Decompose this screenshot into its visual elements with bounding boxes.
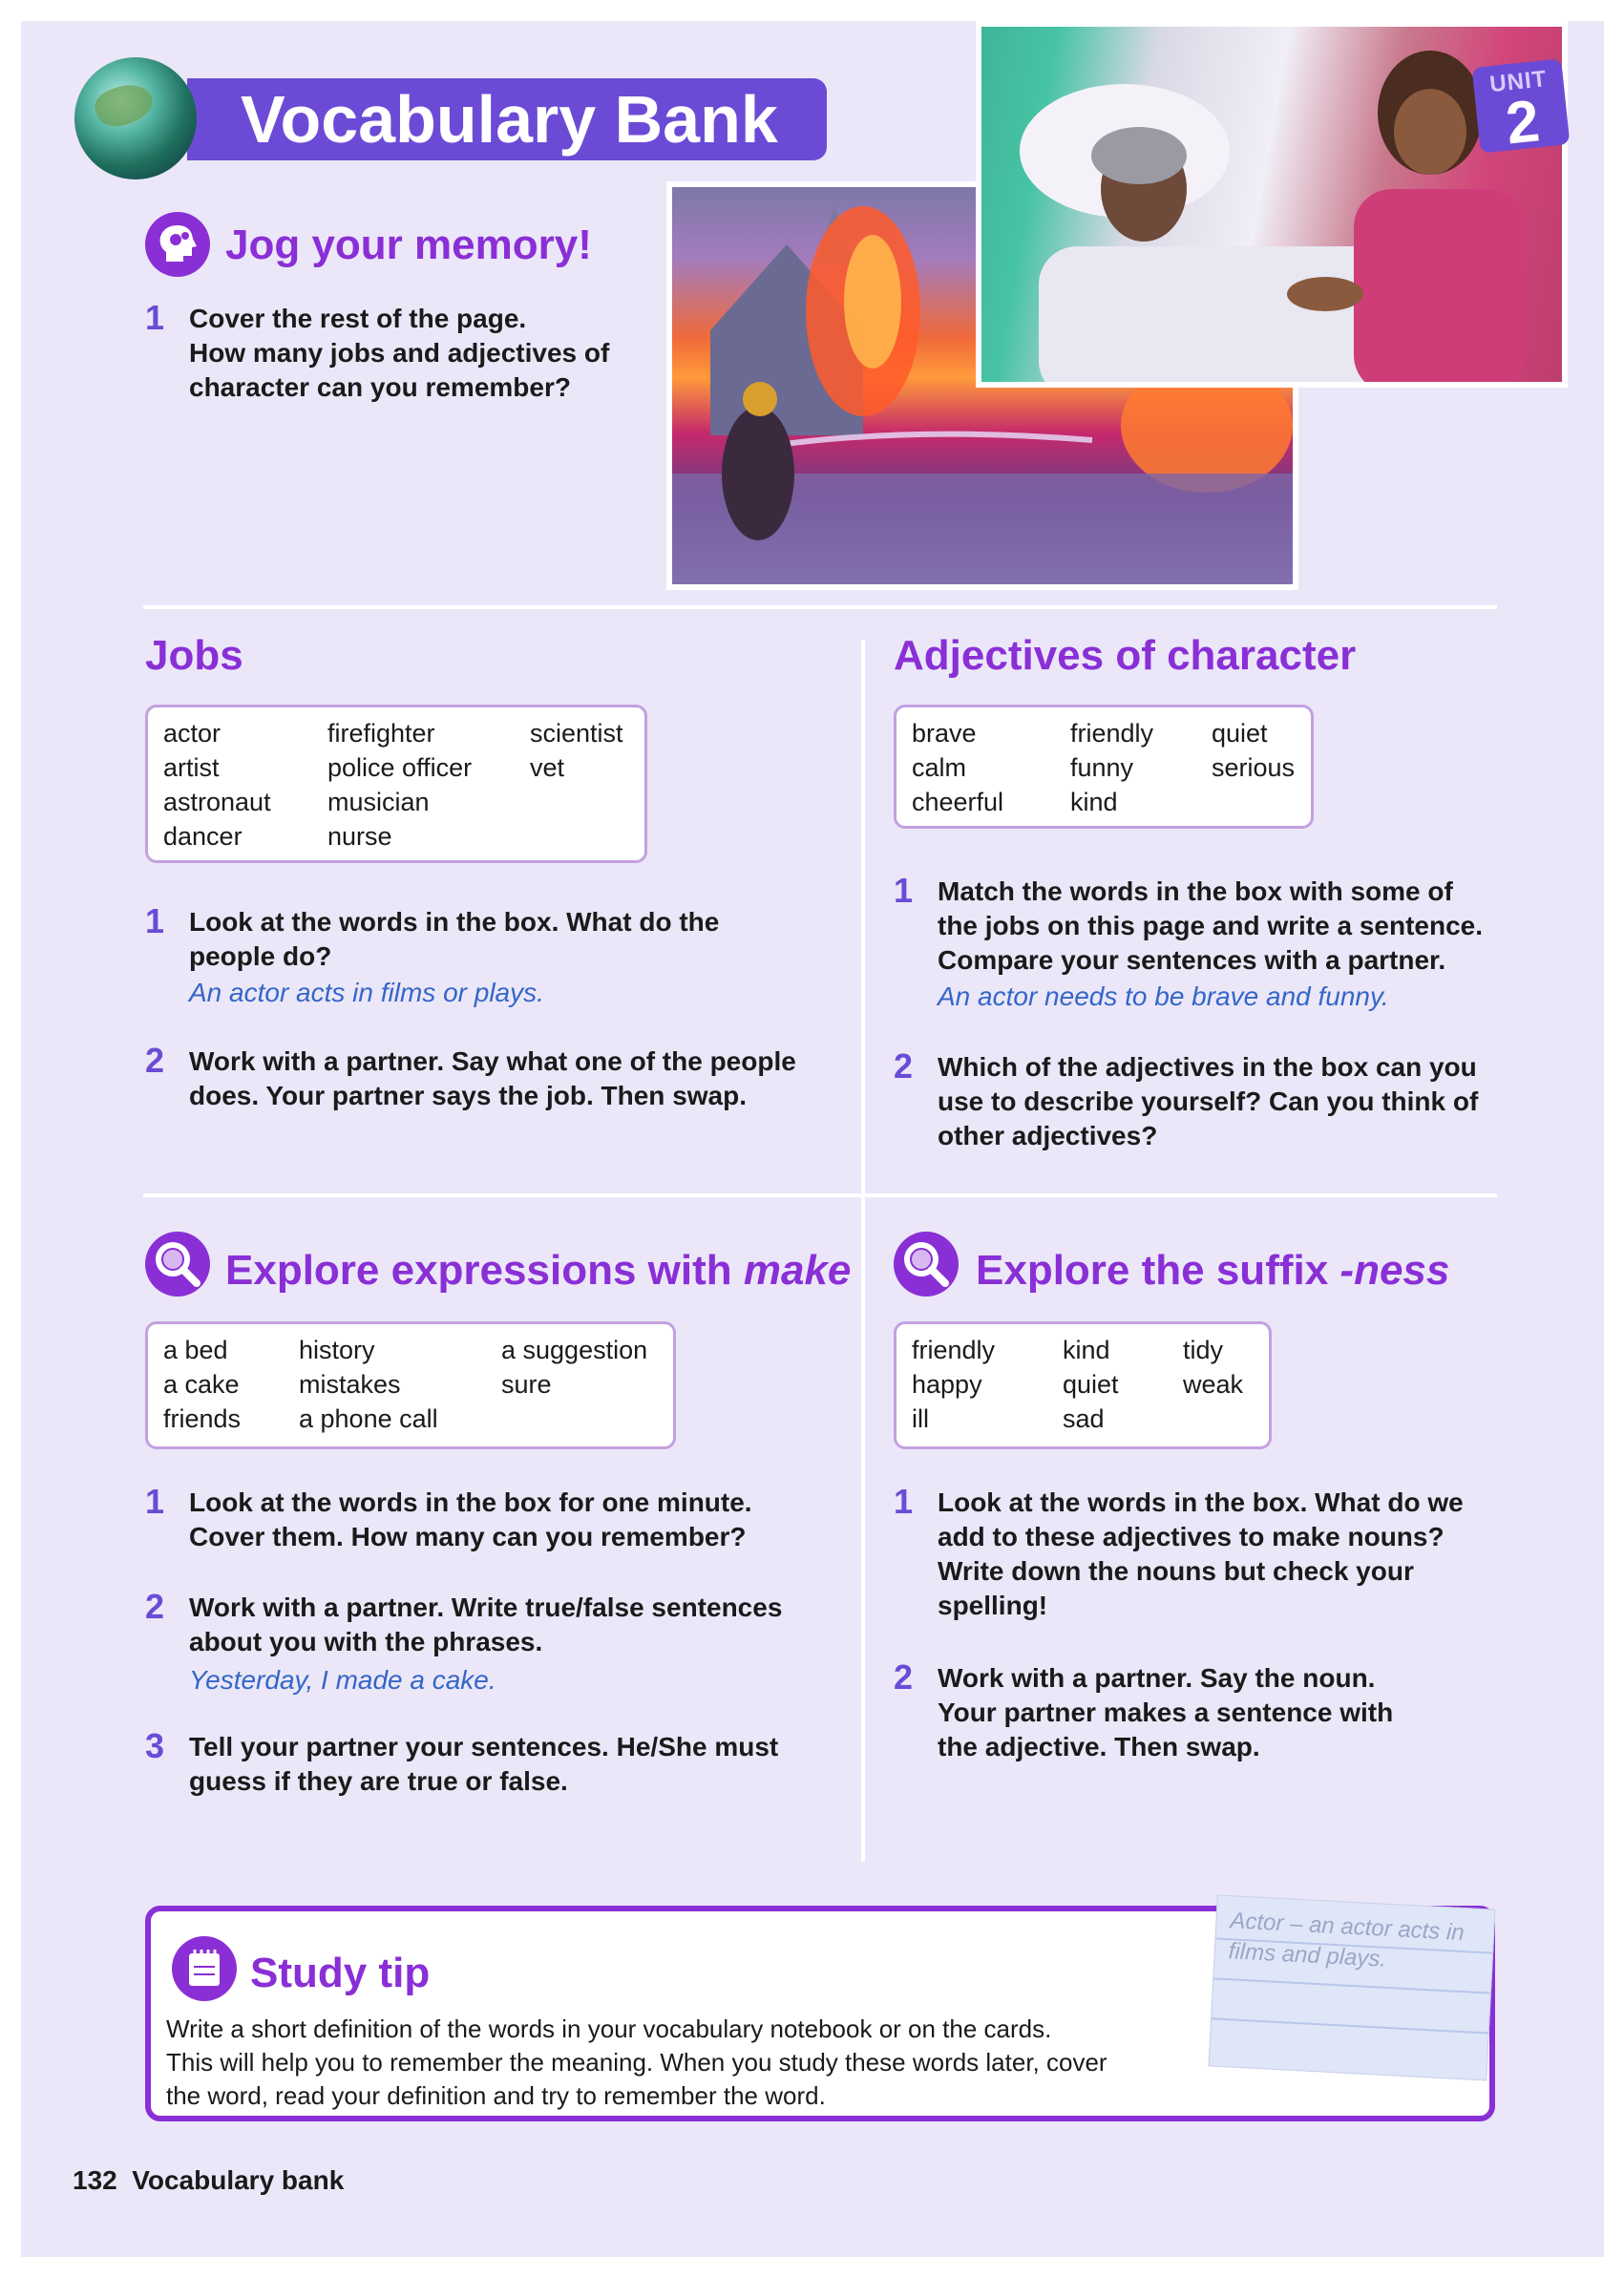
ness-item-2-num: 2 — [894, 1657, 914, 1697]
study-tip-text — [166, 2013, 1107, 2113]
word: friendly — [1070, 719, 1154, 748]
word: mistakes — [299, 1370, 401, 1399]
jog-item-1-line-3: character can you remember? — [189, 372, 571, 402]
word: brave — [912, 719, 977, 748]
jobs-word-box — [145, 705, 647, 863]
jobs-item-2-num: 2 — [145, 1041, 165, 1080]
adjectives-item-2-line-2: use to describe yourself? Can you think of — [938, 1086, 1479, 1116]
adjectives-heading: Adjectives of character — [894, 632, 1357, 679]
make-item-1-text — [189, 1486, 752, 1554]
ness-item-2-line-1: Work with a partner. Say the noun. — [938, 1663, 1376, 1693]
word: sad — [1063, 1404, 1105, 1433]
study-tip-heading: Study tip — [250, 1950, 431, 1996]
make-item-1-line-1: Look at the words in the box for one minute. — [189, 1487, 752, 1517]
word: friends — [163, 1404, 242, 1433]
word: tidy — [1183, 1336, 1224, 1364]
word: astronaut — [163, 788, 271, 816]
word: artist — [163, 753, 220, 782]
head-gears-icon — [145, 212, 210, 277]
word: quiet — [1063, 1370, 1119, 1399]
adjectives-item-1-line-2: the jobs on this page and write a sentence. — [938, 911, 1484, 940]
footer-label: Vocabulary bank — [132, 2165, 345, 2195]
word: vet — [530, 753, 565, 782]
card-line-1: Actor – an actor acts in — [1229, 1908, 1466, 1947]
jobs-item-2-text — [189, 1044, 796, 1113]
word: kind — [1063, 1336, 1110, 1364]
ness-item-1-line-1: Look at the words in the box. What do we — [938, 1487, 1464, 1517]
word: funny — [1070, 753, 1134, 782]
ness-item-1-text — [938, 1486, 1464, 1623]
card-line-2: films and plays. — [1228, 1938, 1387, 1972]
word: ill — [912, 1404, 929, 1433]
make-item-3-num: 3 — [145, 1726, 165, 1765]
make-heading — [225, 1247, 851, 1295]
make-item-3-line-1: Tell your partner your sentences. He/She must — [189, 1732, 779, 1761]
unit-label: UNIT — [1488, 66, 1549, 98]
word: happy — [912, 1370, 982, 1399]
footer — [73, 2165, 344, 2196]
card-rule — [1213, 1977, 1490, 1993]
adjectives-item-1-text — [938, 875, 1483, 978]
word: dancer — [163, 822, 243, 851]
ness-heading-main: Explore the suffix — [976, 1247, 1340, 1294]
divider-vertical — [861, 640, 865, 1862]
make-item-3-line-2: guess if they are true or false. — [189, 1766, 568, 1796]
make-heading-main: Explore expressions with — [225, 1247, 744, 1294]
word: quiet — [1212, 719, 1268, 748]
word: actor — [163, 719, 221, 748]
magnifier-icon — [145, 1232, 210, 1297]
jobs-item-2-line-2: does. Your partner says the job. Then swap. — [189, 1081, 747, 1110]
adjectives-item-1-line-1: Match the words in the box with some of — [938, 876, 1453, 906]
adjectives-item-2-line-1: Which of the adjectives in the box can you — [938, 1052, 1477, 1082]
adjectives-item-2-line-3: other adjectives? — [938, 1121, 1158, 1150]
vocabulary-card — [1208, 1894, 1495, 2080]
jobs-item-1-line-1: Look at the words in the box. What do the — [189, 907, 720, 937]
card-rule — [1212, 2017, 1488, 2034]
word: firefighter — [327, 719, 435, 748]
adjectives-item-1-num: 1 — [894, 871, 914, 910]
make-item-2-num: 2 — [145, 1587, 165, 1626]
study-tip-line-3: the word, read your definition and try to remember the word. — [166, 2081, 826, 2110]
globe-icon — [74, 57, 197, 179]
word: a phone call — [299, 1404, 438, 1433]
adjectives-item-2-num: 2 — [894, 1046, 914, 1086]
make-item-1-num: 1 — [145, 1482, 165, 1521]
word: police officer — [327, 753, 473, 782]
word: kind — [1070, 788, 1118, 816]
divider-top — [143, 605, 1497, 609]
ness-item-1-line-4: spelling! — [938, 1591, 1048, 1620]
card-text — [1228, 1906, 1465, 1979]
jog-item-1-line-1: Cover the rest of the page. — [189, 304, 527, 333]
word: a bed — [163, 1336, 228, 1364]
magnifier-icon — [894, 1232, 959, 1297]
word: a cake — [163, 1370, 240, 1399]
adjectives-item-1-line-3: Compare your sentences with a partner. — [938, 945, 1446, 975]
make-item-1-line-2: Cover them. How many can you remember? — [189, 1522, 747, 1551]
jobs-heading: Jobs — [145, 632, 243, 679]
make-word-box — [145, 1321, 676, 1449]
make-heading-italic: make — [743, 1247, 852, 1294]
ness-item-1-num: 1 — [894, 1482, 914, 1521]
make-item-3-text — [189, 1730, 778, 1799]
word: nurse — [327, 822, 392, 851]
notebook-icon — [172, 1936, 237, 2001]
adjectives-word-box — [894, 705, 1314, 829]
ness-item-2-text — [938, 1661, 1393, 1764]
word: a suggestion — [501, 1336, 648, 1364]
word: history — [299, 1336, 375, 1364]
ness-item-1-line-3: Write down the nouns but check your — [938, 1556, 1414, 1586]
jobs-item-1-num: 1 — [145, 901, 165, 940]
make-item-2-line-2: about you with the phrases. — [189, 1627, 543, 1656]
ness-word-box — [894, 1321, 1272, 1449]
word: friendly — [912, 1336, 996, 1364]
jog-item-1-line-2: How many jobs and adjectives of — [189, 338, 610, 368]
word: serious — [1212, 753, 1296, 782]
ness-item-1-line-2: add to these adjectives to make nouns? — [938, 1522, 1445, 1551]
page-number: 132 — [73, 2165, 117, 2195]
jog-item-1-text — [189, 302, 609, 405]
page-title: Vocabulary Bank — [241, 82, 778, 157]
word: scientist — [530, 719, 623, 748]
ness-heading-italic: -ness — [1339, 1247, 1450, 1294]
make-item-2-example: Yesterday, I made a cake. — [189, 1665, 496, 1695]
study-tip-line-2: This will help you to remember the meaning. When you study these words later, cover — [166, 2048, 1107, 2077]
jobs-item-1-line-2: people do? — [189, 941, 332, 971]
word: cheerful — [912, 788, 1004, 816]
ness-item-2-line-3: the adjective. Then swap. — [938, 1732, 1260, 1761]
word: calm — [912, 753, 967, 782]
unit-badge — [1472, 58, 1571, 158]
word: musician — [327, 788, 430, 816]
adjectives-item-1-example: An actor needs to be brave and funny. — [938, 981, 1389, 1011]
make-item-2-line-1: Work with a partner. Write true/false sentences — [189, 1592, 783, 1622]
study-tip-line-1: Write a short definition of the words in your vocabulary notebook or on the cards. — [166, 2014, 1052, 2043]
jobs-item-1-text — [189, 905, 719, 974]
word: weak — [1183, 1370, 1244, 1399]
jog-item-1-num: 1 — [145, 298, 165, 337]
make-item-2-text — [189, 1591, 782, 1659]
adjectives-item-2-text — [938, 1050, 1478, 1153]
ness-item-2-line-2: Your partner makes a sentence with — [938, 1698, 1394, 1727]
jog-heading: Jog your memory! — [225, 221, 592, 268]
title-bar — [187, 78, 827, 160]
divider-middle — [143, 1193, 1497, 1197]
jobs-item-1-example: An actor acts in films or plays. — [189, 978, 544, 1007]
unit-number: 2 — [1503, 88, 1543, 158]
jobs-item-2-line-1: Work with a partner. Say what one of the people — [189, 1046, 796, 1076]
ness-heading — [976, 1247, 1449, 1295]
word: sure — [501, 1370, 552, 1399]
